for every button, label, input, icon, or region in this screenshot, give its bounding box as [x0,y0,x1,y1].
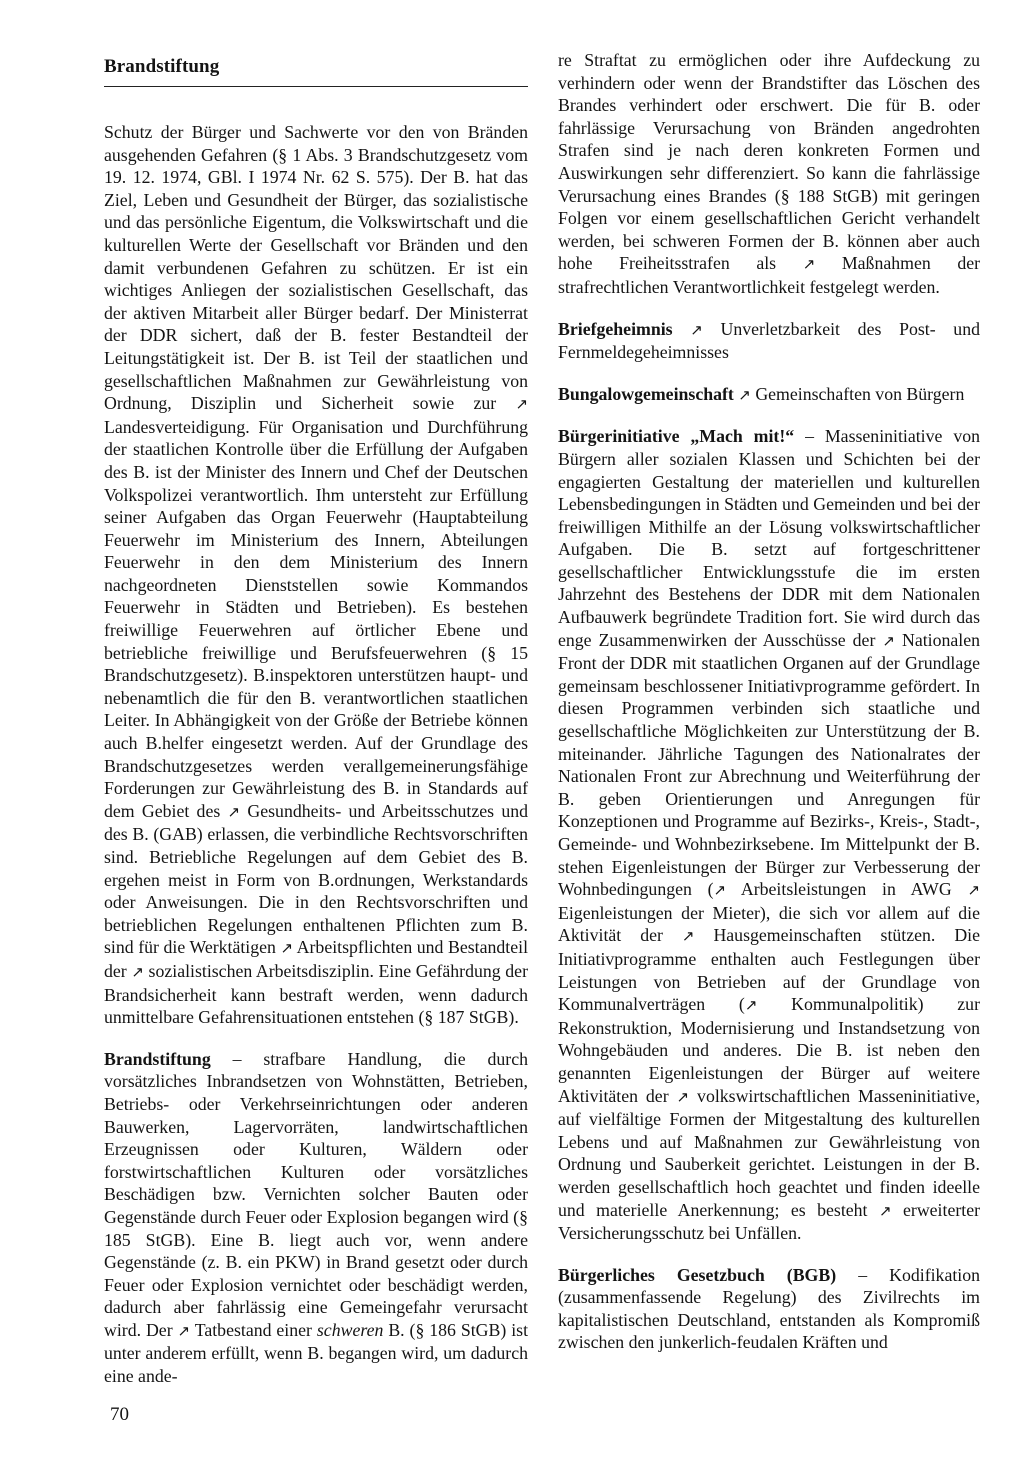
left-column [104,121,528,1388]
text-segment: volkswirtschaftlichen Masseninitiative, auf vielfältige Formen der Mitgestaltung des kulturellen Lebens und auf Maßnahmen zur Gewährleistung von Ordnung und Sauberkeit gerichtet. Leistungen in der B. werden gesellschaftlich hoch geachtet und finden ideelle und materielle Anerkennung; es besteht [558,1085,981,1220]
text-segment: erweiterter Versicherungsschutz bei Unfällen. [558,1199,981,1244]
cross-reference-arrow-icon: ↗ [676,1087,690,1106]
text-segment: Gemeinschaften von Bürgern [755,383,965,404]
text-segment: – Masseninitiative von Bürgern aller sozialen Klassen und Schichten bei der engagierten Gestaltung der materiellen und kulturellen Lebensbedingungen in Städten und Gemeinden und bei der freiwilligen Mithilfe an der Lösung volkswirtschaftlicher Aufgaben. Die B. setzt auf fortgeschrittener gesellschaftlicher Entwicklungsstufe die im ersten Jahrzehnt des Bestehens der DDR mit dem Nationalen Aufbauwerk begründete Tradition fort. Sie wird durch das enge Zusammenwirken der Ausschüsse der [558,426,980,650]
cross-reference-arrow-icon: ↗ [515,395,529,414]
text-segment: – Kodifikation (zusammenfassende Regelung) des Zivilrechts im kapitalistischen Deutschland, entstanden als Kompromiß zwischen den junkerlich-feudalen Kräften und [558,1264,981,1353]
entry-buergerliches-gesetzbuch [558,1264,980,1354]
entry-term: Briefgeheimnis [558,318,673,339]
cross-reference-arrow-icon: ↗ [802,255,816,274]
text-segment: Landesverteidigung. Für Organisation und Durchführung der staatlichen Kontrolle über die Erfüllung der Aufgaben des B. ist der Minister des Innern und Chef der Deutschen Volkspolizei verantwortlich. Ihm untersteht zur Erfüllung seiner Aufgaben das Organ Feuerwehr (Hauptabteilung Feuerwehr im Ministerium des Innern, Abteilungen Feuerwehr in den dem Ministerium des Innern nachgeordneten Dienststellen sowie Kommandos Feuerwehr in Städten und Betrieben). Es bestehen freiwillige Feuerwehren auf örtlicher Ebene und betriebliche freiwillige und Berufsfeuerwehren (§ 15 Brandschutzgesetz). B.inspektoren unterstützen haupt- und nebenamtlich die für den B. verantwortlichen staatlichen Leiter. In Abhängigkeit von der Größe der Betriebe können auch B.helfer eingesetzt werden. Auf der Grundlage des Brandschutzgesetzes werden verallgemeinerungsfähige Forderungen zur Gewährleistung des B. in Standards auf dem Gebiet des [104,416,528,821]
text-segment: re Straftat zu ermöglichen oder ihre Aufdeckung zu verhindern oder wenn der Brandstifter das Löschen des Brandes verhindert oder erschwert. Die für B. oder fahrlässige Verursachung von Bränden angedrohten Strafen sind je nach deren konkreten Formen und Auswirkungen sehr differenziert. So kann die fahrlässige Verursachung eines Brandes (§ 188 StGB) mit geringen Folgen vor einem gesellschaftlichen Gericht verhandelt werden, bei schweren Formen der B. können aber auch hohe Freiheitsstrafen als [558,50,980,274]
entry-term: Bürgerliches Gesetzbuch (BGB) [558,1264,837,1285]
entry-term: Brandstiftung [104,1048,211,1069]
cross-reference-arrow-icon: ↗ [713,881,727,900]
entry-bungalowgemeinschaft [558,383,980,407]
text-segment: Eigenleistungen der Mieter), die sich vor allem auf die Aktivität der [558,902,980,946]
text-segment: Arbeitsleistungen in AWG [740,879,952,900]
text-segment: sozialistischen Arbeitsdisziplin. Eine Gefährdung der Brandsicherheit kann bestraft werden, wenn dadurch unmittelbare Gefahrensituationen entstehen (§ 187 StGB). [104,960,528,1028]
text-segment: Kommunalpolitik) zur Rekonstruktion, Modernisierung und Instandsetzung von Wohngebäuden und anderes. Die B. ist neben den genannten Eigenleistungen der Bürger auf weitere Aktivitäten der [558,994,980,1106]
page-number: 70 [110,1404,129,1425]
paragraph-brandschutz [104,121,528,1029]
entry-term: Bürgerinitiative „Mach mit!“ [558,426,795,447]
paragraph-continuation [558,49,980,299]
cross-reference-arrow-icon: ↗ [681,927,695,946]
cross-reference-arrow-icon: ↗ [227,802,241,821]
page-header [104,56,528,87]
text-segment: Maßnahmen der strafrechtlichen Verantwortlichkeit festgelegt werden. [558,253,981,297]
cross-reference-arrow-icon: ↗ [690,320,703,339]
text-segment: – strafbare Handlung, die durch vorsätzliches Inbrandsetzen von Wohnstätten, Betrieben, Betriebs- oder Verkehrseinrichtungen oder anderen Bauwerken, Lagervorräten, landwirtschaftlichen Erzeugnissen oder Kulturen, Wäldern oder forstwirtschaftlichen Kulturen oder vorsätzliches Beschädigen bzw. Vernichten solcher Bauten oder Gegenstände durch Feuer oder Explosion begangen wird (§ 185 StGB). Eine B. liegt auch vor, wenn andere Gegenstände (z. B. ein PKW) in Brand gesetzt oder durch Feuer oder Explosion vernichtet oder beschädigt werden, dadurch aber fahrlässig eine Gemeingefahr verursacht wird. Der [104,1048,528,1340]
cross-reference-arrow-icon: ↗ [967,881,981,900]
text-segment: Schutz der Bürger und Sachwerte vor den von Bränden ausgehenden Gefahren (§ 1 Abs. 3 Brandschutzgesetz vom 19. 12. 1974, GBl. I 1974 Nr. 62 S. 575). Der B. hat das Ziel, Leben und Gesundheit der Bürger, das sozialistische und das persönliche Eigentum, die Volkswirtschaft und die kulturellen Werte der Gesellschaft vor Bränden und den damit verbundenen Gefahren zu schützen. Er ist ein wichtiges Anliegen der sozialistischen Gesellschaft, das der aktiven Mitarbeit aller Bürger bedarf. Der Ministerrat der DDR sichert, daß der B. fester Bestandteil der Leitungstätigkeit ist. Der B. ist Teil der staatlichen und gesellschaftlichen Maßnahmen zur Gewährleistung von Ordnung, Disziplin und Sicherheit sowie zur [104,122,528,414]
cross-reference-arrow-icon: ↗ [882,631,895,650]
cross-reference-arrow-icon: ↗ [280,939,294,958]
italic-text: schweren [316,1319,384,1340]
text-segment: Gesundheits- und Arbeitsschutzes und des B. (GAB) erlassen, die verbindliche Rechtsvorschriften sind. Betriebliche Regelungen auf dem Gebiet des B. ergehen meist in Form von B.ordnungen, Werkstandards oder Anweisungen. Die in den Rechtsvorschriften und betrieblichen Regelungen enthaltenen Pflichten zum B. sind für die Werktätigen [104,800,528,958]
cross-reference-arrow-icon: ↗ [738,385,751,404]
text-segment: Hausgemeinschaften stützen. Die Initiativprogramme enthalten auch Festlegungen über Leistungen von Betrieben auf der Grundlage von Kommunalverträgen ( [558,925,981,1015]
entry-brandstiftung [104,1048,528,1388]
cross-reference-arrow-icon: ↗ [744,996,758,1015]
entry-briefgeheimnis [558,318,980,364]
text-segment: Arbeitspflichten und Bestandteil der [104,937,529,981]
entry-term: Bungalowgemeinschaft [558,383,734,404]
right-column [558,49,980,1354]
entry-buergerinitiative [558,425,980,1244]
text-segment: Tatbestand einer [194,1319,312,1340]
cross-reference-arrow-icon: ↗ [177,1321,191,1340]
text-segment: Unverletzbarkeit des Post- und Fernmeldegeheimnisses [558,318,980,363]
header-title: Brandstiftung [104,56,220,77]
text-segment: B. (§ 186 StGB) ist unter anderem erfüllt, wenn B. begangen wird, um dadurch eine ande- [104,1319,529,1387]
cross-reference-arrow-icon: ↗ [878,1201,892,1220]
cross-reference-arrow-icon: ↗ [131,962,144,981]
text-segment: Nationalen Front der DDR mit staatlichen Organen auf der Grundlage gemeinsam beschlossener Initiativprogramme gefördert. In diesen Programmen verbinden sich staatliche und gesellschaftliche Möglichkeiten zur Unterstützung der B. miteinander. Jährliche Tagungen des Nationalrates der Nationalen Front zur Abrechnung und Weiterführung der B. geben Orientierungen und Anregungen für Konzeptionen und Programme auf Bezirks-, Kreis-, Stadt-, Gemeinde- und Wohnbezirksebene. Im Mittelpunkt der B. stehen Eigenleistungen der Bürger zur Verbesserung der Wohnbedingungen ( [558,629,980,900]
